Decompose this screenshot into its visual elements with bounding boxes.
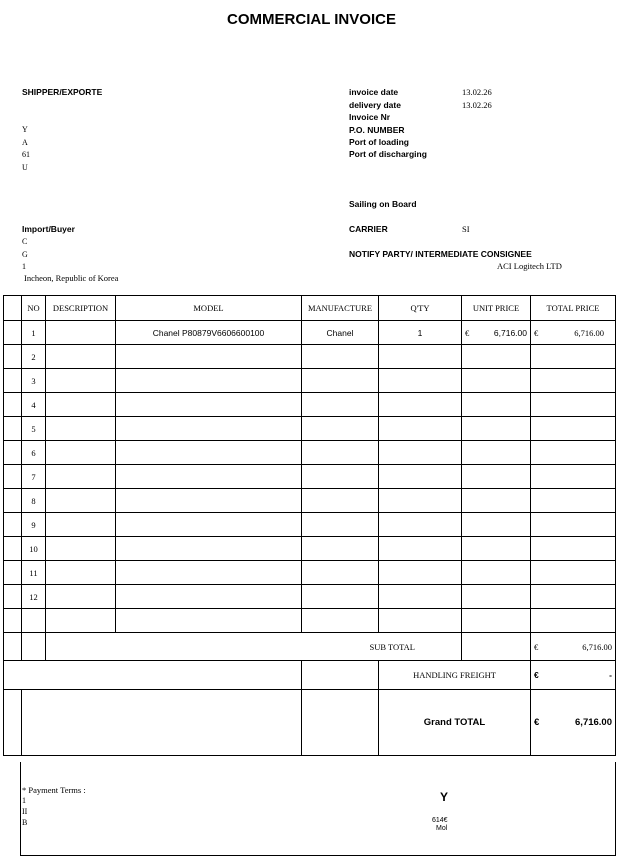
- sailing-label: Sailing on Board: [349, 199, 417, 209]
- table-row: [4, 489, 616, 513]
- currency-symbol: €: [534, 670, 539, 680]
- grand-total-value: 6,716.00: [575, 717, 612, 728]
- payment-terms-label: * Payment Terms :: [22, 785, 86, 795]
- subtotal-row: [4, 633, 616, 661]
- row-no: 6: [22, 441, 46, 465]
- table-row: [4, 369, 616, 393]
- shipper-label: SHIPPER/EXPORTE: [22, 87, 103, 97]
- table-row: [4, 585, 616, 609]
- unit-price-value: 6,716.00: [493, 327, 527, 338]
- row-no: 9: [22, 513, 46, 537]
- document-title: COMMERCIAL INVOICE: [227, 11, 396, 28]
- buyer-line-2: G: [22, 250, 28, 259]
- currency-symbol: €: [534, 641, 539, 652]
- header-qty: Q'TY: [379, 296, 462, 321]
- subtotal-label: SUB TOTAL: [46, 633, 462, 661]
- shipper-line-3: 61: [22, 150, 30, 159]
- notify-party-label: NOTIFY PARTY/ INTERMEDIATE CONSIGNEE: [349, 249, 532, 259]
- po-number-label: P.O. NUMBER: [349, 125, 405, 135]
- header-spacer: [4, 296, 22, 321]
- row-no: 8: [22, 489, 46, 513]
- header-unit-price: UNIT PRICE: [462, 296, 531, 321]
- stamp-letter: Y: [440, 790, 449, 804]
- table-row: [4, 441, 616, 465]
- handling-cell: [531, 661, 616, 690]
- header-model: MODEL: [116, 296, 302, 321]
- handling-label: HANDLING FREIGHT: [379, 661, 531, 690]
- row-no: 3: [22, 369, 46, 393]
- row-no: 1: [22, 321, 46, 345]
- table-header-row: [4, 296, 616, 321]
- row-model: Chanel P80879V6606600100: [116, 321, 302, 345]
- notify-party-value: ACI Logitech LTD: [497, 261, 562, 271]
- row-no: 10: [22, 537, 46, 561]
- subtotal-cell: [531, 633, 616, 661]
- header-description: DESCRIPTION: [46, 296, 116, 321]
- carrier-value: SI: [462, 224, 470, 234]
- table-row: [4, 537, 616, 561]
- row-qty: 1: [379, 321, 462, 345]
- payment-line-2: II: [22, 807, 28, 816]
- row-description: [46, 321, 116, 345]
- stamp-line-2: Mol: [436, 825, 448, 832]
- grand-total-label: Grand TOTAL: [379, 690, 531, 756]
- row-no: 5: [22, 417, 46, 441]
- grand-total-cell: [531, 690, 616, 756]
- buyer-line-1: C: [22, 237, 28, 246]
- items-table: [3, 295, 616, 756]
- stamp-line-1: 614€: [432, 817, 448, 824]
- invoice-date-value: 13.02.26: [462, 87, 492, 97]
- invoice-nr-label: Invoice Nr: [349, 112, 391, 122]
- handling-value: -: [609, 670, 612, 680]
- table-row: [4, 417, 616, 441]
- row-total-price: [531, 321, 616, 345]
- table-row: [4, 393, 616, 417]
- row-unit-price: [462, 321, 531, 345]
- header-manufacture: MANUFACTURE: [302, 296, 379, 321]
- shipper-line-2: A: [22, 138, 28, 147]
- row-no: 2: [22, 345, 46, 369]
- payment-terms-box: [20, 762, 616, 856]
- row-no: 7: [22, 465, 46, 489]
- table-row: [4, 321, 616, 345]
- handling-row: [4, 661, 616, 690]
- currency-symbol: €: [465, 327, 470, 338]
- header-no: NO: [22, 296, 46, 321]
- currency-symbol: €: [534, 717, 540, 728]
- port-discharging-label: Port of discharging: [349, 149, 427, 159]
- total-price-value: 6,716.00: [574, 327, 604, 338]
- header-total-price: TOTAL PRICE: [531, 296, 616, 321]
- table-row: [4, 345, 616, 369]
- subtotal-value: 6,716.00: [582, 641, 612, 652]
- table-row-blank: [4, 609, 616, 633]
- buyer-label: Import/Buyer: [22, 224, 75, 234]
- shipper-line-4: U: [22, 163, 28, 172]
- table-row: [4, 561, 616, 585]
- row-no: 12: [22, 585, 46, 609]
- shipper-line-1: Y: [22, 125, 28, 134]
- row-manufacture: Chanel: [302, 321, 379, 345]
- port-loading-label: Port of loading: [349, 137, 409, 147]
- table-row: [4, 465, 616, 489]
- buyer-line-3: 1: [22, 262, 26, 271]
- currency-symbol: €: [534, 327, 539, 338]
- invoice-date-label: invoice date: [349, 87, 399, 97]
- delivery-date-value: 13.02.26: [462, 100, 492, 110]
- payment-line-1: 1: [22, 796, 26, 805]
- delivery-date-label: delivery date: [349, 100, 401, 110]
- row-no: 11: [22, 561, 46, 585]
- buyer-city: Incheon, Republic of Korea: [24, 273, 119, 283]
- table-row: [4, 513, 616, 537]
- payment-line-3: B: [22, 818, 28, 827]
- carrier-label: CARRIER: [349, 224, 388, 234]
- row-no: 4: [22, 393, 46, 417]
- grand-total-row: [4, 690, 616, 756]
